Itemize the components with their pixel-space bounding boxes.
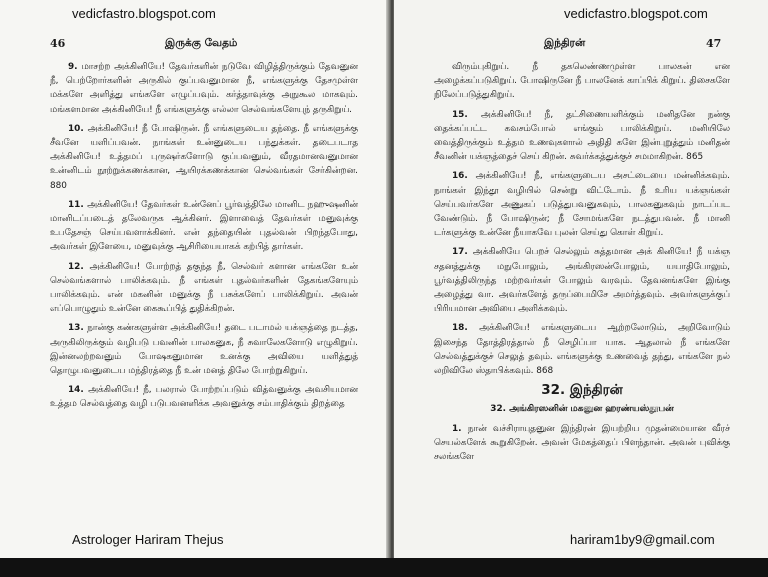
verse-number: 14.	[68, 385, 89, 396]
verse-number: 10.	[68, 123, 88, 134]
left-running-head: இருக்கு வேதம்	[165, 37, 238, 49]
verse-text: அக்கினியே! எங்களுடைய ஆற்றலோடும், அறிவோடும் இசைந்த தோத்திரத்தால் நீ செழிப்பா யாக. ஆதலால் நீ எங்களே செல்வத்துக்குச் செலுத் தவும். எங்களுக்கு உணவைத் தந்து, எங்களே நல் லறிவிலே ஸ்தாபிக்கவும். 868	[434, 323, 730, 377]
verse-text: நான்கு கண்களுள்ள அக்கினியே! தடை படாமல் யக்ஞத்தை நடத்த, அருகிலிருக்கும் வழிபடு பவனின் பாலகனுக, நீ சுவாலேகளோடு எழுகிறுய். இன்னலற்றவனும் போஷகனுமான உனக்கு அவியை யளித்துத் தொழுபவனுடைய மந்திரத்தை நீ உன் மனத் திலே போற்றுகிறுய்.	[50, 323, 358, 377]
chapter-title: 32. இந்திரன்	[541, 382, 623, 399]
right-text-column	[434, 60, 730, 520]
verse-text: அக்கினியே! நீ, தட்சிணையளிக்கும் மனிதனே நன்கு தைக்கப்பட்ட கவசம்போல் எங்கும் பாலிக்கிறுய். மனியிலே வைத்திருக்கும் உத்தம உணவுகளால் அதிதி களே இன்புறுத்தும் மனிதன் சீவனின் யக்ஞத்தைச் செய் கிறன். சுவர்க்கத்துக்குச் சமமாகிறன். 865	[434, 109, 730, 163]
verse-paragraph	[434, 169, 730, 240]
verse-text: அக்கினியே! போற்றத் தகுந்த நீ, செல்வர் களான எங்களே உன் செல்வங்களால் பாலிக்கவும். நீ எங்கள் புதல்வர்களின் தேகங்களேயும் பாலிக்கவும். என் மகனின் மனுக்கு நீ பசுக்களேப் பாலிக்கிறுய். அவன் எப்பொழுதும் உன்னே கைகூப்பித் துதிக்கிறன்.	[50, 261, 358, 315]
watermark-right-top: vedicfastro.blogspot.com	[564, 6, 708, 21]
verse-paragraph	[50, 122, 358, 193]
watermark-right-bottom: hariram1by9@gmail.com	[570, 532, 715, 547]
scan-bottom-edge	[0, 558, 768, 577]
verse-text: மாசற்ற அக்கினியே! தேவர்களின் நடுவே விழித்திருக்கும் தேவனுன நீ, பெற்றோர்களின் அருகில் குப்பவனுமான நீ, எங்களுக்கு தேசமுள்ள மக்களே அளித்து எங்களே எழுப்பவும். கர்த்தாவுக்கு அநுகூல மாகவும். மங்களமான அக்கினியே! நீ எங்களுக்கு எல்லா செல்வங்களேயுந் தருகிறுய்.	[50, 62, 358, 115]
verse-text: விரும்புகிறுய். நீ தகலெண்ணமுள்ள பாலகன் என அழைக்கப்படுகிறுய். போஷிருனே நீ பாலனேக் காப்பிக் கிறுய். திசைகளே நிலேப்படுத்துகிறுய்.	[434, 62, 730, 101]
verse-paragraph	[434, 108, 730, 165]
verse-number: 1.	[452, 423, 468, 434]
verse-paragraph	[50, 321, 358, 378]
left-page-number: 46	[50, 37, 66, 50]
verse-paragraph	[50, 60, 358, 117]
right-page	[394, 0, 768, 560]
left-text-column	[50, 60, 358, 520]
verse-text: அக்கினியே! தேவர்கள் உன்னேப் பூர்வத்திலே மானிட நஹுஷனின் மானிடப்படைத் தலேவருக ஆக்கினர். இளாவைத் தேவர்கள் மனுவுக்கு உபதேசஞ் செய்பவளாக்கினர். என் தந்தையின் புதல்வன் பிறந்தபோது, அவர்கள் இளேயை, மனுவுக்கு ஆசிரியையாகக் கற்பித் தார்கள்.	[50, 199, 358, 253]
verse-number: 16.	[452, 171, 476, 182]
chapter-subtitle: 32. அங்கிரஸனின் மகனுன ஹரண்யஸ்தூபன்	[490, 404, 674, 415]
verse-text: நான் வச்சிராயுதனுன இந்திரன் இயற்றிய முதன்மையான வீரச் செயல்களேக் கூறுகிறேன். அவன் மேகத்தைப் பிளந்தான். அவன் புவிக்கு சலங்களே	[434, 423, 730, 463]
right-running-head: இந்திரன்	[544, 37, 586, 49]
verse-paragraph	[434, 245, 730, 316]
verse-paragraph	[50, 260, 358, 317]
verse-number: 12.	[68, 261, 90, 272]
verse-paragraph	[50, 383, 358, 411]
verse-number: 18.	[452, 323, 480, 334]
verse-text: அக்கினியே! நீ போஷிருன். நீ எங்களுடைய தந்தை. நீ எங்களுக்கு சீவனே யளிப்பவன். நாங்கள் உன்னுடைய பந்துக்கள். தடைபடாத அக்கினியே! உத்தமப் புருஷர்களோடு குப்பவனும், வீரதமானவனுமான உன்னிடம் நூற்றுக்கணக்கான, ஆயிரக்கணக்கான செல்வங்கள் சேர்கின்றன. 880	[50, 123, 358, 191]
verse-number: 17.	[452, 247, 473, 258]
verse-number: 11.	[68, 199, 88, 210]
verse-paragraph	[434, 60, 730, 103]
verse-number: 15.	[452, 109, 481, 120]
watermark-left-bottom: Astrologer Hariram Thejus	[72, 532, 224, 547]
verse-number: 13.	[68, 323, 88, 334]
verse-paragraph	[434, 422, 730, 465]
verse-text: அக்கினியே பெறச் செல்லும் சுத்தமான அக் கினியே! நீ யக்ஞ சதனத்துக்கு மநுபோலும், அங்கிரஸன்போலும், யயாதிபோலும், பூர்வத்திலிருந்த மற்றவர்கள் போலும் வரவும். தேவனங்களே இங்கு அழைத்து வா. அவர்களேத் தருப்பைமிசே அமர்த்தவும். அவர்களுக்குப் பிரியமான அவியை அளிக்கவும்.	[434, 247, 730, 315]
watermark-left-top: vedicfastro.blogspot.com	[72, 6, 216, 21]
right-page-number: 47	[706, 37, 722, 50]
left-page	[0, 0, 388, 560]
verse-paragraph	[434, 321, 730, 378]
verse-text: அக்கினியே! நீ, பலரால் போற்றப்படும் வித்வனுக்கு அவசியமான உத்தம செல்வத்தை வழி படுபவனளிக்க அவனுக்கு சம்பாதிக்கும் திறத்தை	[50, 385, 358, 410]
verse-text: அக்கினியே! நீ, எங்களுடைய அசட்டையை மன்னிக்கவும். நாங்கள் இந்தூ வழியில் சென்று விட்டோம். நீ உரிய யக்ஞங்கள் செய்பவர்களே அணுகப் படுத்துபவனுகவும், பாலகனுகவும் நாடப்பட வேண்டும். நீ போஷிருன்; நீ சோமங்களே நடத்துபவன். நீ மானி டர்களுக்கு உன்னே நீயாகவே புலன் செய்து கொள் கிறுய்.	[434, 171, 730, 239]
verse-paragraph	[50, 198, 358, 255]
verse-number: 9.	[68, 62, 82, 72]
